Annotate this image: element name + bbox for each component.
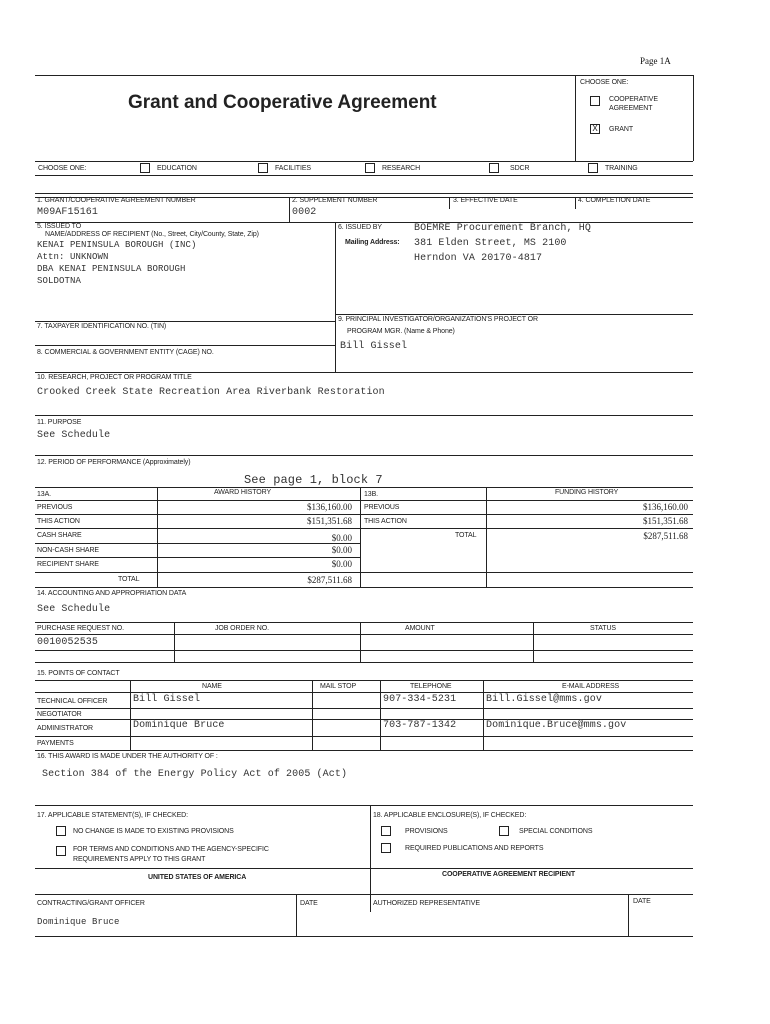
recipient-line-1: KENAI PENINSULA BOROUGH (INC) [37, 240, 197, 250]
grant-checkbox[interactable]: X [590, 124, 600, 134]
block17-label: 17. APPLICABLE STATEMENT(S), IF CHECKED: [37, 812, 188, 819]
block15-label: 15. POINTS OF CONTACT [37, 670, 120, 677]
education-label: EDUCATION [157, 165, 197, 172]
contracting-officer-label: CONTRACTING/GRANT OFFICER [37, 900, 145, 907]
award-previous-value: $136,160.00 [307, 502, 352, 512]
training-checkbox[interactable] [588, 163, 598, 173]
block16-label: 16. THIS AWARD IS MADE UNDER THE AUTHORITY OF : [37, 753, 218, 760]
sdcr-label: SDCR [510, 165, 530, 172]
award-this-action-label: THIS ACTION [37, 518, 80, 525]
poc-mailstop-header: MAIL STOP [320, 683, 357, 690]
funding-this-action-label: THIS ACTION [364, 518, 407, 525]
choose-one-label: CHOOSE ONE: [580, 79, 629, 86]
award-total-label: TOTAL [118, 576, 140, 583]
cooperative-agreement-label: COOPERATIVE [609, 96, 658, 103]
purpose-value: See Schedule [37, 430, 111, 441]
poc-row-role: NEGOTIATOR [37, 711, 82, 718]
amount-header: AMOUNT [405, 625, 435, 632]
award-total-value: $287,511.68 [307, 575, 352, 585]
block12-label: 12. PERIOD OF PERFORMANCE (Approximately) [37, 459, 191, 466]
cooperative-agreement-checkbox[interactable] [590, 96, 600, 106]
block13a-label: 13A. [37, 491, 51, 498]
poc-row-role: TECHNICAL OFFICER [37, 698, 108, 705]
status-header: STATUS [590, 625, 616, 632]
right-date-label: DATE [633, 898, 651, 905]
poc-row-phone: 703-787-1342 [383, 720, 457, 731]
funding-history-header: FUNDING HISTORY [555, 489, 619, 496]
block14-label: 14. ACCOUNTING AND APPROPRIATION DATA [37, 590, 187, 597]
authority-value: Section 384 of the Energy Policy Act of 2005 (Act) [42, 769, 348, 780]
poc-row-role: PAYMENTS [37, 740, 74, 747]
funding-total-value: $287,511.68 [643, 531, 688, 541]
award-history-header: AWARD HISTORY [214, 489, 272, 496]
block10-label: 10. RESEARCH, PROJECT OR PROGRAM TITLE [37, 374, 192, 381]
choose-one-row-label: CHOOSE ONE: [38, 165, 87, 172]
award-cash-share-label: CASH SHARE [37, 532, 82, 539]
sdcr-checkbox[interactable] [489, 163, 499, 173]
mailing-address-label: Mailing Address: [345, 239, 400, 246]
provisions-label: PROVISIONS [405, 828, 448, 835]
poc-row-name: Bill Gissel [133, 694, 201, 705]
facilities-checkbox[interactable] [258, 163, 268, 173]
block9-label: 9. PRINCIPAL INVESTIGATOR/ORGANIZATION'S PROJECT OR [338, 316, 538, 323]
page-number: Page 1A [640, 56, 671, 66]
block8-label: 8. COMMERCIAL & GOVERNMENT ENTITY (CAGE) NO. [37, 349, 214, 356]
award-recipient-share-label: RECIPIENT SHARE [37, 561, 99, 568]
block5-sublabel: NAME/ADDRESS OF RECIPIENT (No., Street, City/County, State, Zip) [45, 231, 259, 238]
supplement-number: 0002 [292, 207, 317, 218]
terms-conditions-label-2: REQUIREMENTS APPLY TO THIS GRANT [73, 856, 206, 863]
agreement-number: M09AF15161 [37, 207, 99, 218]
poc-name-header: NAME [202, 683, 222, 690]
recipient-line-2: Attn: UNKNOWN [37, 252, 109, 262]
no-change-checkbox[interactable] [56, 826, 66, 836]
award-previous-label: PREVIOUS [37, 504, 73, 511]
poc-row-phone: 907-334-5231 [383, 694, 457, 705]
period-value: See page 1, block 7 [244, 473, 383, 487]
funding-this-action-value: $151,351.68 [643, 516, 688, 526]
award-recipient-share-value: $0.00 [331, 559, 352, 569]
research-label: RESEARCH [382, 165, 421, 172]
issuer-line-2: 381 Elden Street, MS 2100 [414, 238, 567, 249]
block6-label: 6. ISSUED BY [338, 224, 382, 231]
training-label: TRAINING [605, 165, 638, 172]
issuer-line-1: BOEMRE Procurement Branch, HQ [414, 223, 591, 234]
funding-previous-label: PREVIOUS [364, 504, 400, 511]
funding-total-label: TOTAL [455, 532, 477, 539]
accounting-value: See Schedule [37, 604, 111, 615]
purchase-request-header: PURCHASE REQUEST NO. [37, 625, 124, 632]
form-title: Grant and Cooperative Agreement [128, 92, 437, 113]
project-title: Crooked Creek State Recreation Area Riverbank Restoration [37, 387, 385, 398]
terms-conditions-checkbox[interactable] [56, 846, 66, 856]
provisions-checkbox[interactable] [381, 826, 391, 836]
block1-label: 1. GRANT/COOPERATIVE AGREEMENT NUMBER [37, 197, 196, 204]
award-noncash-share-label: NON-CASH SHARE [37, 547, 99, 554]
authorized-rep-label: AUTHORIZED REPRESENTATIVE [373, 900, 480, 907]
poc-row-name: Dominique Bruce [133, 720, 225, 731]
poc-email-header: E-MAIL ADDRESS [562, 683, 620, 690]
funding-previous-value: $136,160.00 [643, 502, 688, 512]
block11-label: 11. PURPOSE [37, 419, 82, 426]
left-date-label: DATE [300, 900, 318, 907]
officer-name: Dominique Bruce [37, 917, 120, 927]
poc-row-email: Bill.Gissel@mms.gov [486, 694, 602, 705]
recipient-line-3: DBA KENAI PENINSULA BOROUGH [37, 264, 186, 274]
grant-label: GRANT [609, 126, 634, 133]
facilities-label: FACILITIES [275, 165, 311, 172]
special-conditions-checkbox[interactable] [499, 826, 509, 836]
award-this-action-value: $151,351.68 [307, 516, 352, 526]
block13b-label: 13B. [364, 491, 378, 498]
poc-row-email: Dominique.Bruce@mms.gov [486, 720, 627, 731]
award-noncash-share-value: $0.00 [331, 545, 352, 555]
block7-label: 7. TAXPAYER IDENTIFICATION NO. (TIN) [37, 323, 167, 330]
block4-label: 4. COMPLETION DATE [578, 197, 651, 204]
no-change-label: NO CHANGE IS MADE TO EXISTING PROVISIONS [73, 828, 234, 835]
block2-label: 2. SUPPLEMENT NUMBER [292, 197, 378, 204]
award-cash-share-value: $0.00 [331, 533, 352, 543]
issuer-line-3: Herndon VA 20170-4817 [414, 253, 543, 264]
cooperative-agreement-label-2: AGREEMENT [609, 105, 653, 112]
required-publications-checkbox[interactable] [381, 843, 391, 853]
poc-phone-header: TELEPHONE [410, 683, 452, 690]
block9-label-2: PROGRAM MGR. (Name & Phone) [347, 328, 455, 335]
poc-row-role: ADMINISTRATOR [37, 725, 93, 732]
research-checkbox[interactable] [365, 163, 375, 173]
block18-label: 18. APPLICABLE ENCLOSURE(S), IF CHECKED: [373, 812, 527, 819]
usa-header: UNITED STATES OF AMERICA [148, 874, 247, 881]
purchase-request-number: 0010052535 [37, 637, 99, 648]
education-checkbox[interactable] [140, 163, 150, 173]
program-manager: Bill Gissel [340, 341, 408, 352]
recipient-line-4: SOLDOTNA [37, 276, 82, 286]
recipient-header: COOPERATIVE AGREEMENT RECIPIENT [442, 871, 576, 878]
job-order-header: JOB ORDER NO. [215, 625, 269, 632]
terms-conditions-label: FOR TERMS AND CONDITIONS AND THE AGENCY-SPECIFIC [73, 846, 269, 853]
block5-label: 5. ISSUED TO [37, 223, 82, 230]
required-publications-label: REQUIRED PUBLICATIONS AND REPORTS [405, 845, 544, 852]
block3-label: 3. EFFECTIVE DATE [453, 197, 518, 204]
special-conditions-label: SPECIAL CONDITIONS [519, 828, 593, 835]
